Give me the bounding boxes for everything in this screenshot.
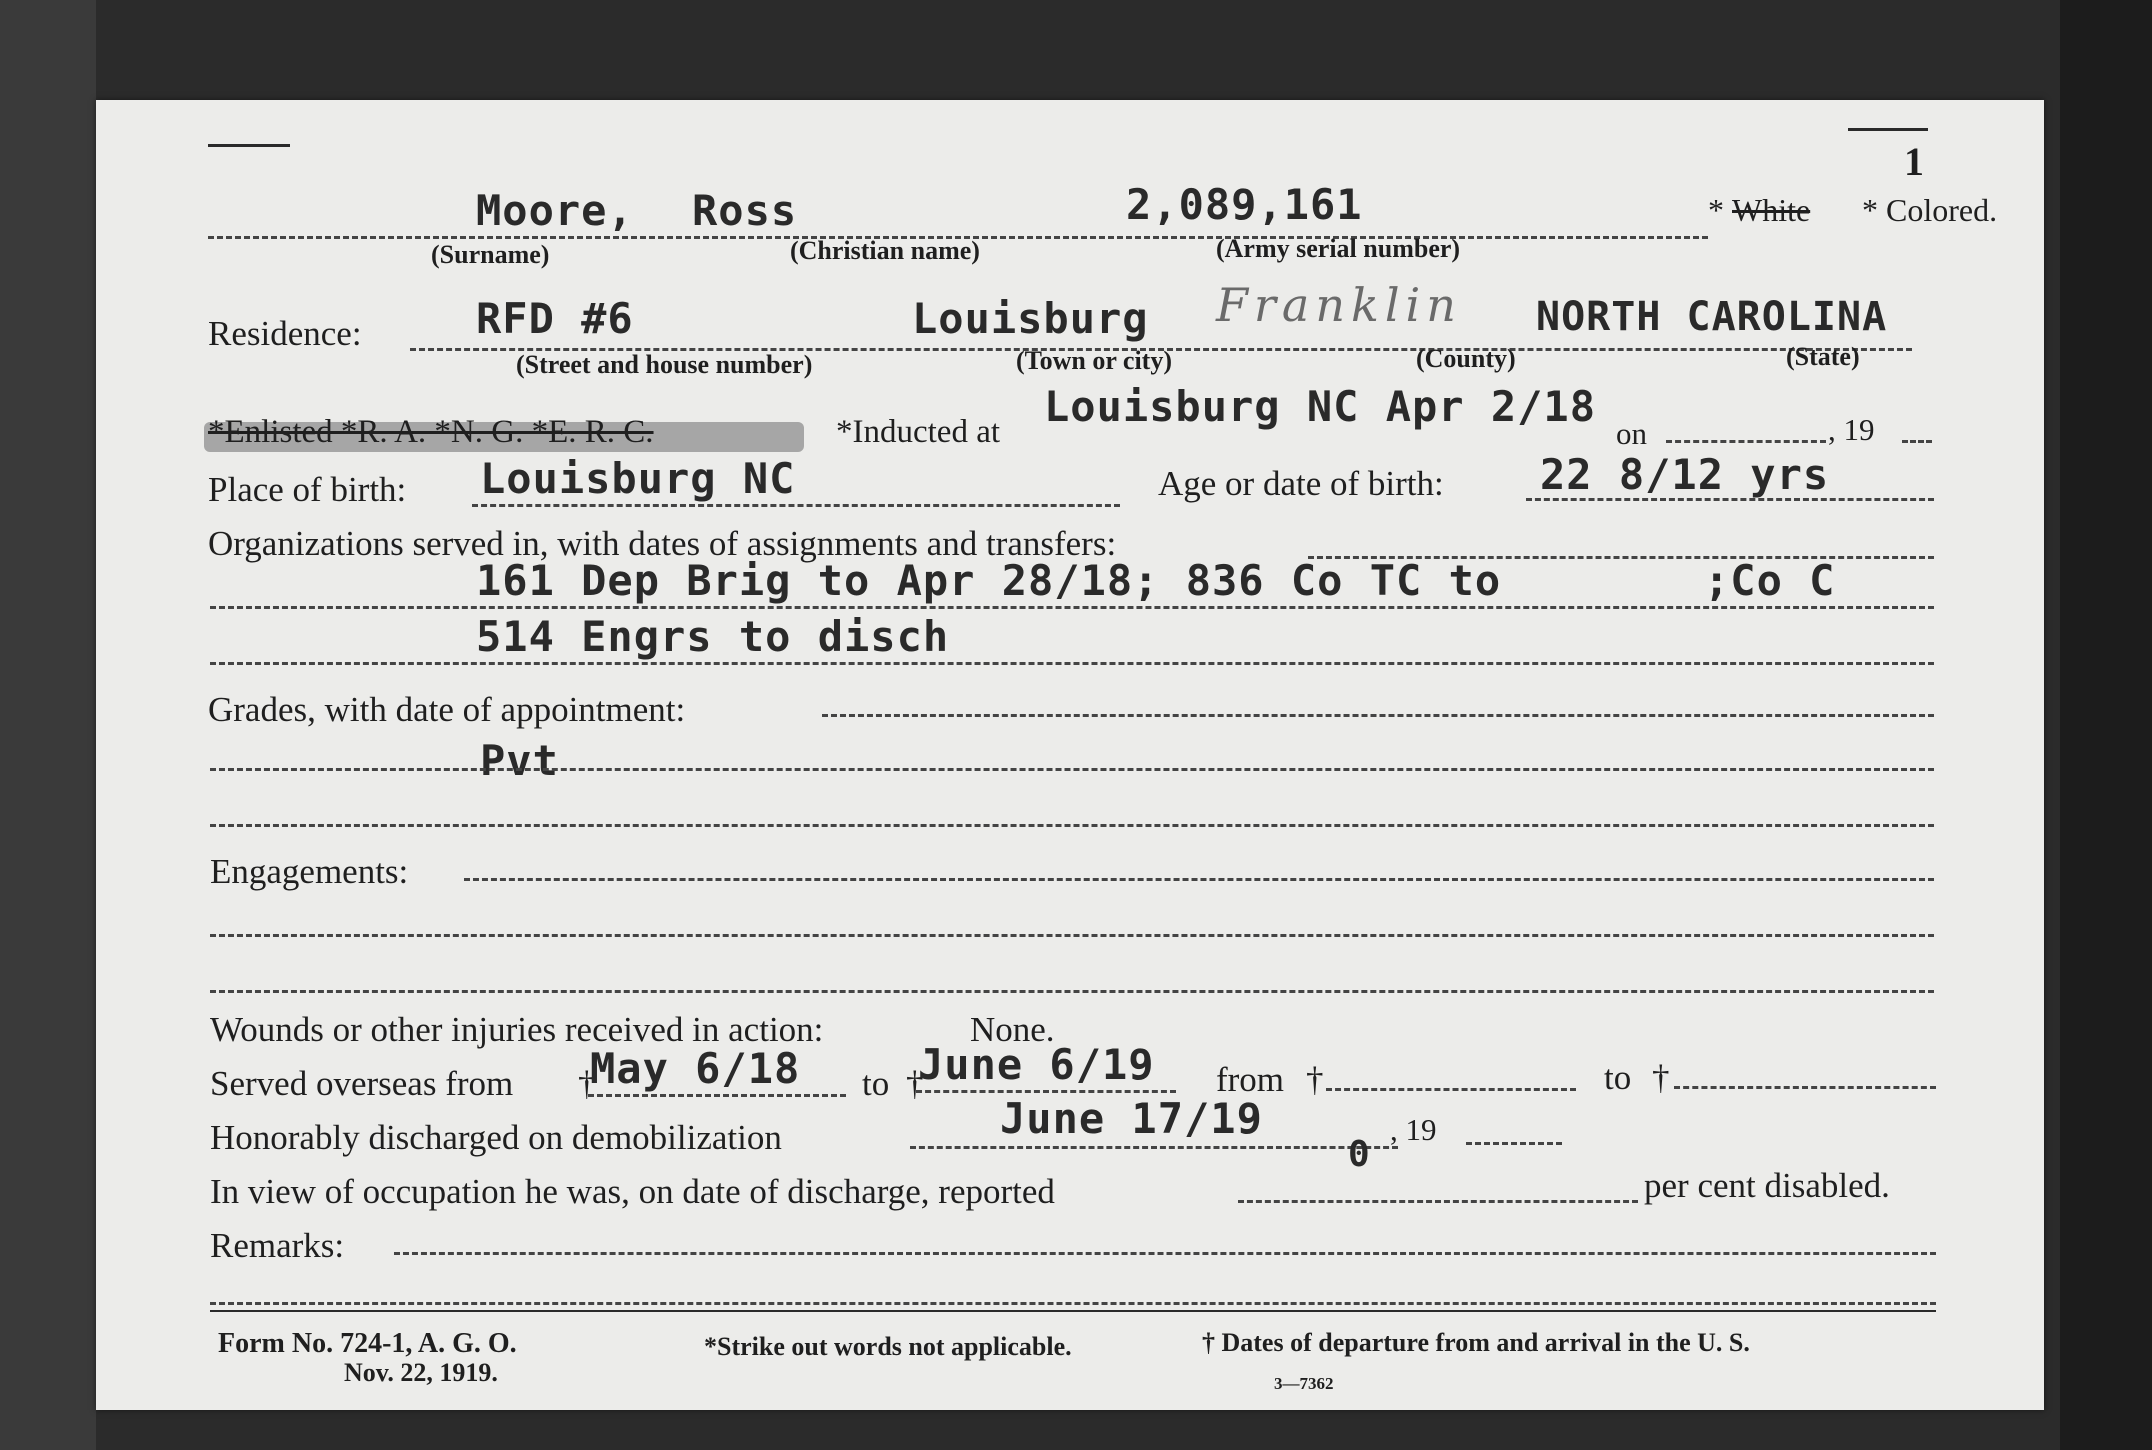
birth-place-value: Louisburg NC (480, 454, 796, 503)
inducted-label: *Inducted at (836, 414, 1001, 450)
remarks-label: Remarks: (210, 1226, 345, 1265)
enlisted-options-label: *Enlisted *R. A. *N. G. *E. R. C. (208, 414, 654, 450)
state-caption: (State) (1786, 342, 1860, 371)
scan-right-border (2060, 0, 2152, 1450)
residence-town-value: Louisburg (912, 294, 1149, 343)
disability-suffix: per cent disabled. (1644, 1166, 1890, 1205)
engagements-line-2 (210, 990, 1934, 993)
overseas-from-label-2: from (1216, 1060, 1285, 1099)
residence-street-value: RFD #6 (476, 294, 634, 343)
organizations-line-2 (210, 662, 1934, 665)
scan-left-border (0, 0, 96, 1450)
remarks-line-1 (210, 1302, 1936, 1305)
organizations-line2: 514 Engrs to disch (476, 612, 950, 661)
street-caption: (Street and house number) (516, 350, 813, 379)
enlisted-options (208, 414, 654, 451)
disability-line (1238, 1200, 1638, 1203)
overseas-label: Served overseas from (210, 1064, 514, 1103)
overseas-dagger-2: † (906, 1064, 924, 1103)
overseas-to-label-2: to (1604, 1058, 1632, 1097)
on-label: on (1616, 416, 1647, 451)
age-value: 22 8/12 yrs (1540, 450, 1830, 499)
wounds-value: None. (970, 1010, 1055, 1049)
top-left-rule (208, 144, 290, 147)
engagements-line-0 (464, 878, 1934, 881)
surname-caption: (Surname) (431, 240, 550, 269)
grades-value: Pvt (480, 736, 559, 785)
disability-label: In view of occupation he was, on date of discharge, reported (210, 1172, 1055, 1211)
residence-state-value: NORTH CAROLINA (1536, 294, 1888, 340)
organizations-label: Organizations served in, with dates of assignments and transfers: (208, 524, 1117, 563)
wounds-label: Wounds or other injuries received in action: (210, 1010, 824, 1049)
county-caption: (County) (1416, 344, 1516, 373)
overseas-from-line-2 (1326, 1088, 1576, 1091)
overseas-to-line (916, 1090, 1176, 1093)
overseas-to-label: to (862, 1064, 890, 1103)
surname-value: Moore, (476, 186, 634, 235)
race-white: * White (1708, 192, 1811, 228)
discharge-line (910, 1146, 1398, 1149)
christian-name-value: Ross (692, 186, 798, 235)
grades-line-2 (210, 824, 1934, 827)
race-colored: * Colored. (1862, 192, 1998, 228)
organizations-line1: 161 Dep Brig to Apr 28/18; 836 Co TC to (476, 556, 1502, 605)
grades-line-1 (210, 768, 1934, 771)
print-code: 3—7362 (1274, 1374, 1334, 1393)
overseas-dagger-4: † (1652, 1058, 1670, 1097)
residence-label: Residence: (208, 314, 362, 353)
discharge-date-value: June 17/19 (1000, 1094, 1263, 1143)
birth-place-label: Place of birth: (208, 470, 407, 509)
page-number: 1 (1904, 139, 1924, 184)
serial-number-value: 2,089,161 (1126, 180, 1363, 229)
overseas-dagger-1: † (578, 1064, 596, 1103)
form-number: Form No. 724-1, A. G. O. (218, 1328, 517, 1359)
serial-caption: (Army serial number) (1216, 234, 1461, 263)
town-caption: (Town or city) (1016, 346, 1172, 375)
overseas-dagger-3: † (1306, 1060, 1324, 1099)
grades-label: Grades, with date of appointment: (208, 690, 686, 729)
form-date: Nov. 22, 1919. (344, 1358, 498, 1387)
grades-line-0 (822, 714, 1934, 717)
organizations-line-1 (210, 606, 1934, 609)
birth-place-line (472, 504, 1120, 507)
overseas-to-line-2 (1674, 1086, 1936, 1089)
organizations-line1-end: ;Co C (1704, 556, 1836, 605)
enlistment-year-line (1902, 440, 1932, 443)
residence-county-value: Franklin (1216, 278, 1462, 332)
dates-note: † Dates of departure from and arrival in the U. S. (1202, 1328, 1750, 1357)
race-colored-label: Colored. (1886, 192, 1998, 228)
discharge-year-label: , 19 (1390, 1112, 1437, 1147)
race-white-label: White (1732, 192, 1811, 228)
age-label: Age or date of birth: (1158, 464, 1444, 503)
discharge-year-line (1466, 1142, 1562, 1145)
engagements-line-1 (210, 934, 1934, 937)
inducted-value: Louisburg NC Apr 2/18 (1044, 382, 1597, 431)
on-line (1666, 440, 1826, 443)
engagements-label: Engagements: (210, 852, 409, 891)
overseas-from-value: May 6/18 (590, 1044, 801, 1093)
remarks-line-0 (394, 1252, 1936, 1255)
age-line (1526, 498, 1934, 501)
discharge-label: Honorably discharged on demobilization (210, 1118, 782, 1157)
top-right-rule (1848, 128, 1928, 131)
overseas-to-value: June 6/19 (918, 1040, 1155, 1089)
service-record-card (96, 100, 2044, 1410)
enlistment-year-label: , 19 (1828, 412, 1875, 447)
strike-note: *Strike out words not applicable. (704, 1332, 1072, 1361)
discharge-mark: 0 (1348, 1134, 1371, 1175)
footer-separator (210, 1310, 1936, 1312)
overseas-from-line (588, 1094, 846, 1097)
christian-name-caption: (Christian name) (790, 236, 980, 265)
